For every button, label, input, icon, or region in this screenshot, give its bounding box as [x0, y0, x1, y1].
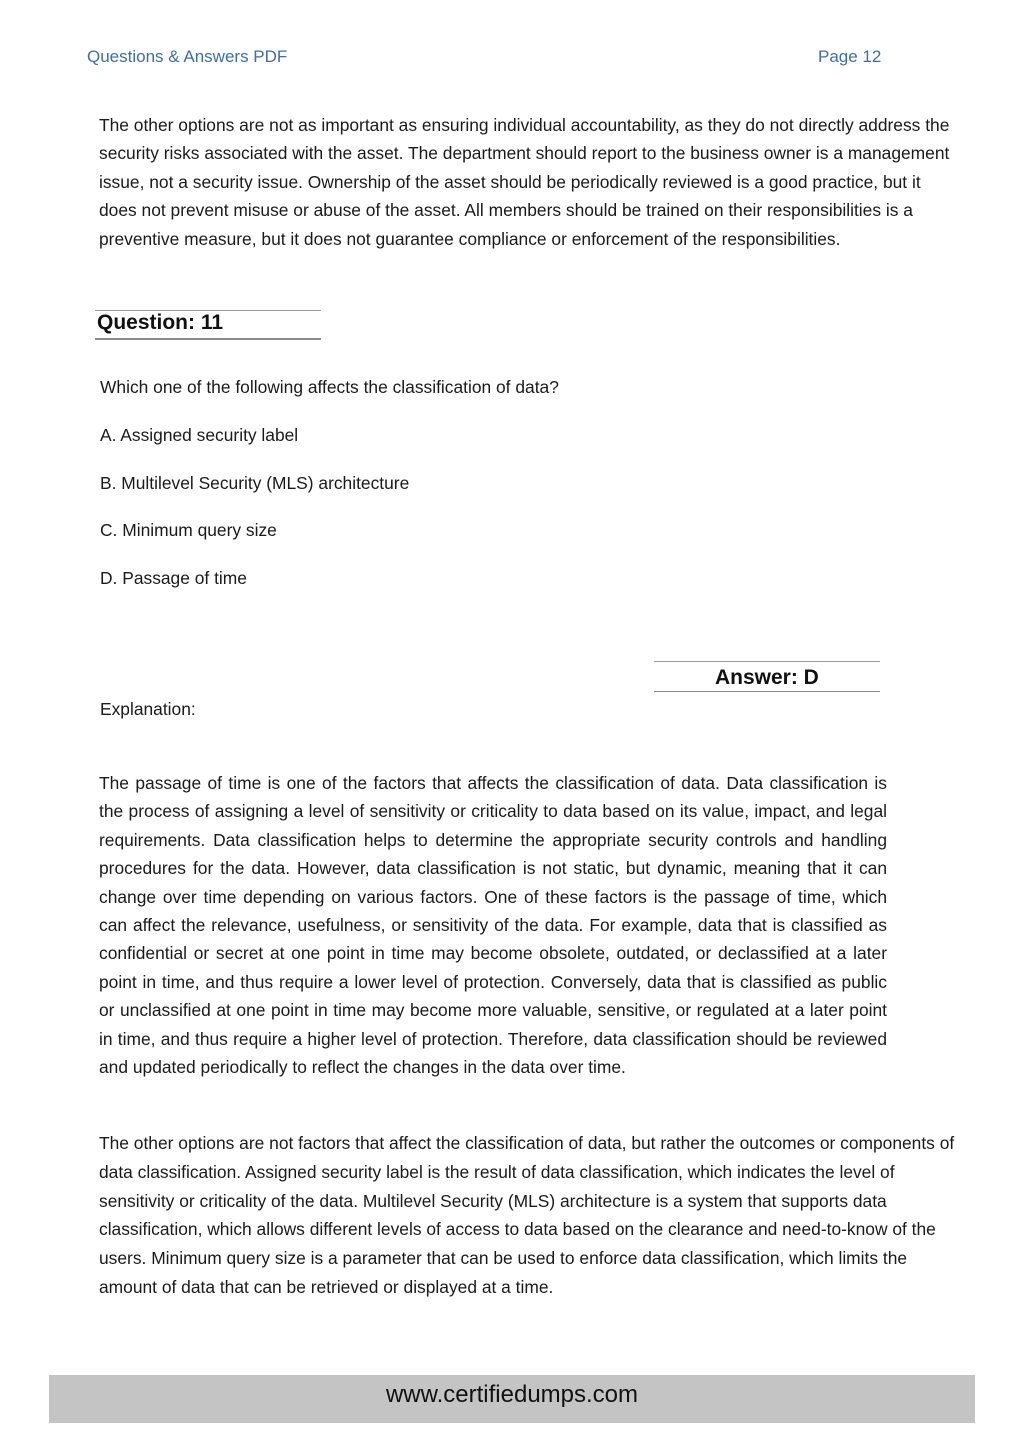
option-a: A. Assigned security label [100, 425, 299, 445]
option-d: D. Passage of time [100, 568, 247, 588]
footer-bar [49, 1375, 975, 1423]
question-text: Which one of the following affects the classification of data? [100, 377, 559, 397]
footer-url: www.certifiedumps.com [385, 1381, 639, 1408]
intro-paragraph: The other options are not as important as ensuring individual accountability, as they do not directly address the security risks associated with the asset. The department should report to the business owner is a management issue, not a security issue. Ownership of the asset should be periodically reviewed is a good practice, but it does not prevent misuse or abuse of the asset. All members should be trained on their responsibilities is a preventive measure, but it does not guarantee compliance or enforcement of the responsibilities. [99, 115, 950, 249]
option-c: C. Minimum query size [100, 520, 277, 540]
explanation-paragraph-2: The other options are not factors that affect the classification of data, but rather the outcomes or components of data classification. Assigned security label is the result of data classification, which indicates the level of sensitivity or criticality of the data. Multilevel Security (MLS) architecture is a system that supports data classification, which allows different levels of access to data based on the clearance and need-to-know of the users. Minimum query size is a parameter that can be used to enforce data classification, which limits the amount of data that can be retrieved or displayed at a time. [99, 1133, 955, 1297]
answer-rule-top [654, 661, 880, 662]
header-title: Questions & Answers PDF [87, 47, 288, 66]
page-number: Page 12 [818, 47, 882, 66]
answer-label: Answer: D [715, 666, 819, 689]
explanation-label: Explanation: [100, 699, 196, 719]
question-rule-bottom [95, 338, 321, 340]
answer-rule-bottom [654, 691, 880, 692]
question-title: Question: 11 [97, 311, 224, 334]
option-b: B. Multilevel Security (MLS) architecture [100, 473, 410, 493]
explanation-paragraph-1: The passage of time is one of the factors that affects the classification of data. Data classification is the process of assigning a level of sensitivity or criticality to data based on its value, impact, and legal requirements. Data classification helps to determine the appropriate security controls and handling procedures for the data. However, data classification is not static, but dynamic, meaning that it can change over time depending on various factors. One of these factors is the passage of time, which can affect the relevance, usefulness, or sensitivity of the data. For example, data that is classified as confidential or secret at one point in time may become obsolete, outdated, or declassified at a later point in time, and thus require a lower level of protection. Conversely, data that is classified as public or unclassified at one point in time may become more valuable, sensitive, or regulated at a later point in time, and thus require a higher level of protection. Therefore, data classification should be reviewed and updated periodically to reflect the changes in the data over time. [99, 773, 887, 1078]
